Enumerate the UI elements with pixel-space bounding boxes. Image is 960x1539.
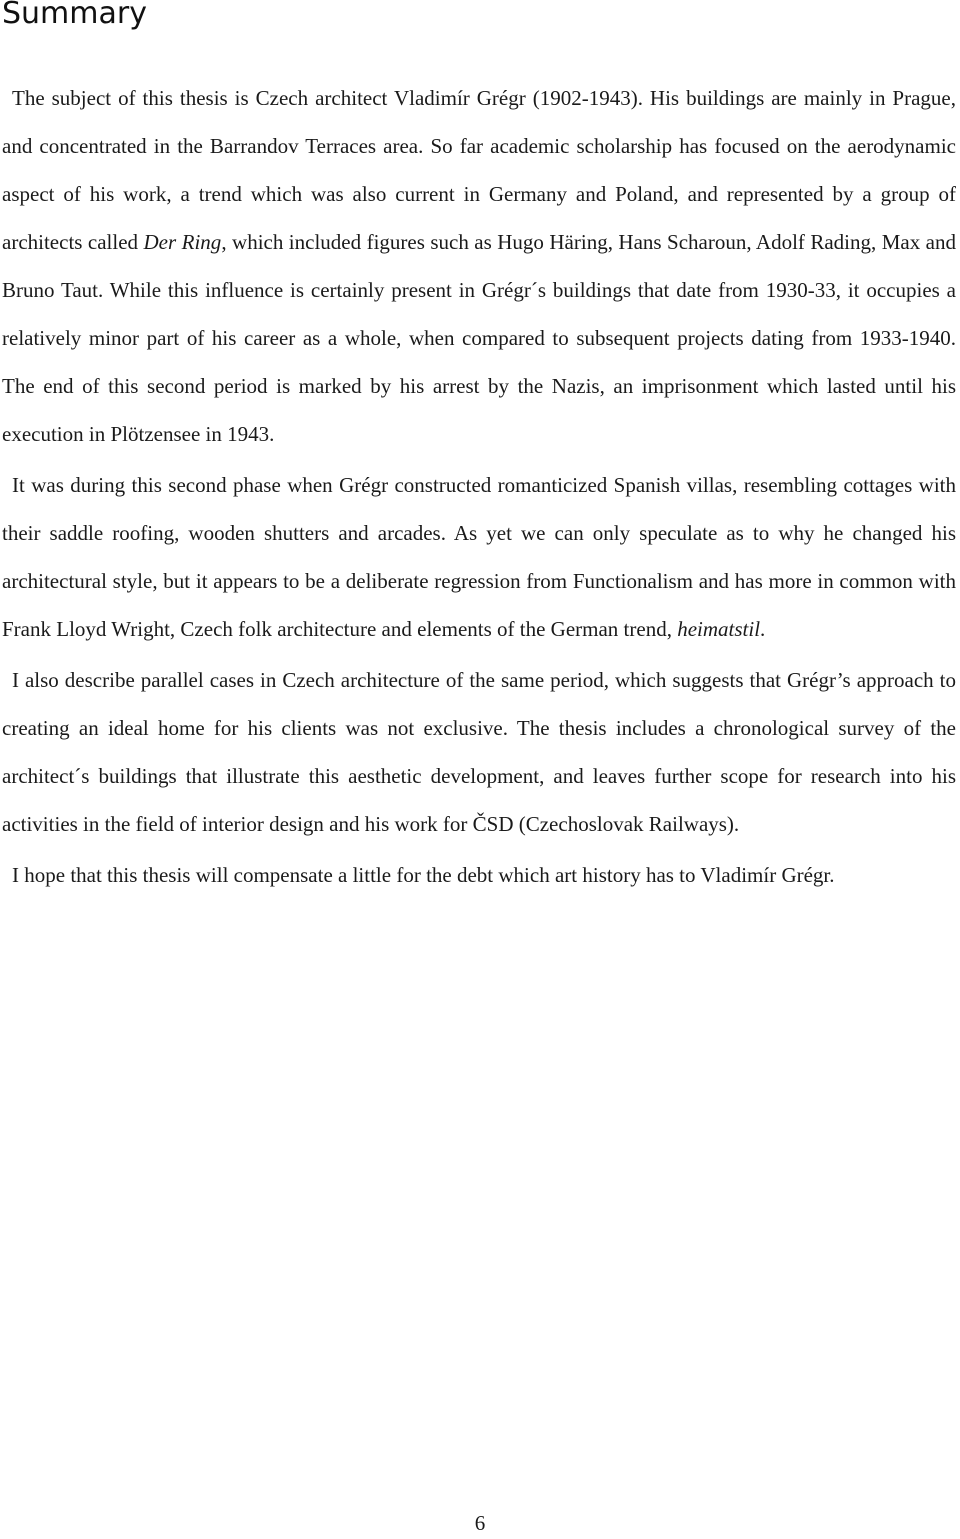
summary-body [2,74,956,902]
paragraph-2-text-a: It was during this second phase when Grégr constructed romanticized Spanish villas, resembling cottages with their saddle roofing, wooden shutters and arcades. As yet we can only speculate as to why he changed his architectural style, but it appears to be a deliberate regression from Functionalism and has more in common with Frank Lloyd Wright, Czech folk architecture and elements of the German trend, [2,473,956,641]
paragraph-4: I hope that this thesis will compensate a little for the debt which art history has to Vladimír Grégr. [12,863,835,887]
paragraph-1-text-b: , which included figures such as Hugo Häring, Hans Scharoun, Adolf Rading, Max and Bruno Taut. While this influence is certainly present in Grégr´s buildings that date from 1930-33, it occupies a relatively minor part of his career as a whole, when compared to subsequent projects dating from 1933-1940. The end of this second period is marked by his arrest by the Nazis, an imprisonment which lasted until his execution in Plötzensee in 1943. [2,230,956,446]
paragraph-2-italic-term: heimatstil [677,617,761,641]
page-number: 6 [474,1511,486,1535]
paragraph-1-italic-term: Der Ring [143,230,222,254]
page-title: Summary [2,0,147,31]
paragraph-1-text-a: The subject of this thesis is Czech architect Vladimír Grégr (1902-1943). His buildings are mainly in Prague, and concentrated in the Barrandov Terraces area. So far academic scholarship has focused on the aerodynamic aspect of his work, a trend which was also current in Germany and Poland, and represented by a group of architects called [2,86,956,254]
paragraph-2 [2,461,956,653]
paragraph-3: I also describe parallel cases in Czech architecture of the same period, which suggests that Grégr’s approach to creating an ideal home for his clients was not exclusive. The thesis includes a chronological survey of the architect´s buildings that illustrate this aesthetic development, and leaves further scope for research into his activities in the field of interior design and his work for ČSD (Czechoslovak Railways). [2,668,956,836]
paragraph-1 [2,74,956,458]
paragraph-2-text-b: . [760,617,766,641]
